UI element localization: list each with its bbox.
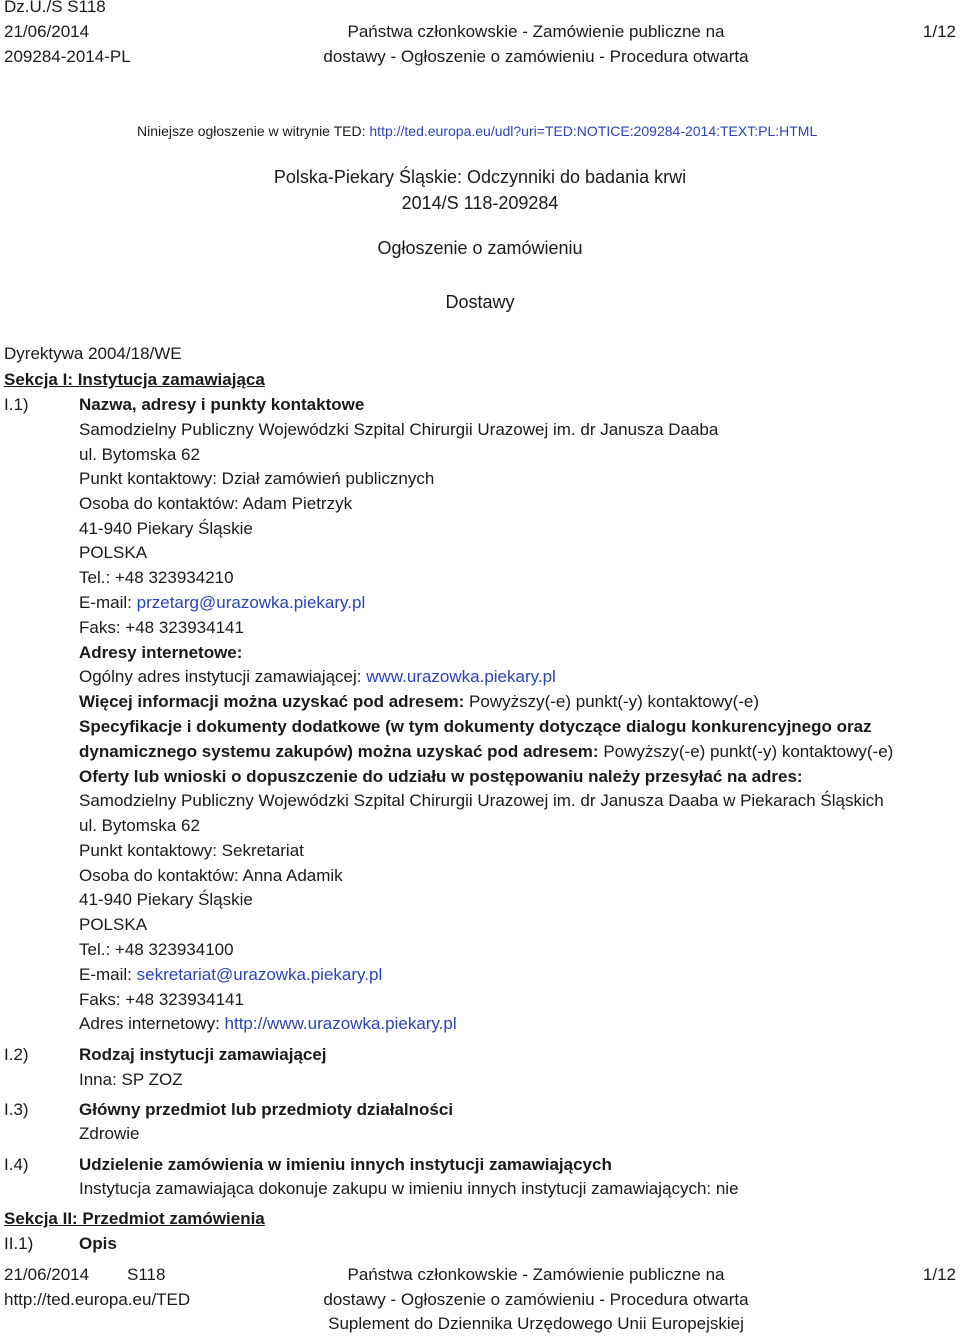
i3-number: I.3) [4,1100,29,1119]
authority-contact-person: Osoba do kontaktów: Adam Pietrzyk [79,494,353,513]
authority-street: ul. Bytomska 62 [79,445,200,464]
offers-city: 41-940 Piekary Śląskie [79,890,253,909]
spec-value: Powyższy(-e) punkt(-y) kontaktowy(-e) [603,742,894,761]
authority-email-label: E-mail: [79,593,137,612]
offers-internet-line [79,1014,457,1034]
offers-street: ul. Bytomska 62 [79,816,200,835]
authority-country: POLSKA [79,543,148,562]
ii1-number: II.1) [4,1234,34,1253]
footer-title-line2: dostawy - Ogłoszenie o zamówieniu - Procedura otwarta [323,1290,749,1309]
offers-contact-person: Osoba do kontaktów: Anna Adamik [79,866,343,885]
authority-tel: Tel.: +48 323934210 [79,568,234,587]
internet-addresses-heading: Adresy internetowe: [79,643,243,662]
footer-title-line1: Państwa członkowskie - Zamówienie publiczne na [347,1265,725,1284]
offers-internet-link[interactable]: http://www.urazowka.piekary.pl [224,1014,457,1033]
authority-email-line [79,593,365,613]
offers-email-line [79,965,382,985]
offers-label: Oferty lub wnioski o dopuszczenie do udziału w postępowaniu należy przesyłać na adres: [79,767,803,786]
intro-line [137,123,817,139]
authority-fax: Faks: +48 323934141 [79,618,244,637]
offers-country: POLSKA [79,915,148,934]
offers-fax: Faks: +48 323934141 [79,990,244,1009]
general-address-line [79,667,556,687]
offers-internet-label: Adres internetowy: [79,1014,225,1033]
header-journal: Dz.U./S S118 [4,0,106,16]
offers-contact-point: Punkt kontaktowy: Sekretariat [79,841,304,860]
more-info-value: Powyższy(-e) punkt(-y) kontaktowy(-e) [469,692,760,711]
spec-label-line1: Specyfikacje i dokumenty dodatkowe (w tym dokumenty dotyczące dialogu konkurencyjnego oraz [79,717,872,736]
more-info-line [79,692,759,712]
i4-value: Instytucja zamawiająca dokonuje zakupu w imieniu innych instytucji zamawiających: nie [79,1179,739,1198]
offers-email-label: E-mail: [79,965,137,984]
notice-number: 2014/S 118-209284 [401,193,559,213]
notice-category: Dostawy [445,292,515,312]
footer-date: 21/06/2014 [4,1265,90,1284]
header-date: 21/06/2014 [4,22,90,41]
spec-label-line2: dynamicznego systemu zakupów) można uzyskać pod adresem: [79,742,604,761]
section2-heading: Sekcja II: Przedmiot zamówienia [4,1209,265,1228]
i2-number: I.2) [4,1045,29,1064]
ii1-title: Opis [79,1234,117,1253]
authority-email-link[interactable]: przetarg@urazowka.piekary.pl [136,593,366,612]
i1-title: Nazwa, adresy i punkty kontaktowe [79,395,365,414]
directive: Dyrektywa 2004/18/WE [4,344,182,363]
header-title-line1: Państwa członkowskie - Zamówienie publiczne na [347,22,725,41]
i4-number: I.4) [4,1155,29,1174]
notice-title: Polska-Piekary Śląskie: Odczynniki do badania krwi [273,167,687,187]
i2-title: Rodzaj instytucji zamawiającej [79,1045,327,1064]
footer-url: http://ted.europa.eu/TED [4,1290,191,1309]
ted-notice-link[interactable]: http://ted.europa.eu/udl?uri=TED:NOTICE:209284-2014:TEXT:PL:HTML [369,123,818,139]
authority-city: 41-940 Piekary Śląskie [79,519,253,538]
i3-value: Zdrowie [79,1124,140,1143]
footer-supplement: Suplement do Dziennika Urzędowego Unii Europejskiej [328,1314,744,1333]
header-notice-id: 209284-2014-PL [4,47,131,66]
intro-prefix: Niniejsze ogłoszenie w witrynie TED: [137,123,370,139]
offers-name: Samodzielny Publiczny Wojewódzki Szpital Chirurgii Urazowej im. dr Janusza Daaba w Piekarach Śląskich [79,791,884,810]
notice-type: Ogłoszenie o zamówieniu [377,238,583,258]
authority-contact-point: Punkt kontaktowy: Dział zamówień publicznych [79,469,435,488]
general-address-link[interactable]: www.urazowka.piekary.pl [366,667,556,686]
footer-page-number: 1/12 [922,1265,956,1284]
offers-email-link[interactable]: sekretariat@urazowka.piekary.pl [136,965,383,984]
i2-value: Inna: SP ZOZ [79,1070,183,1089]
i4-title: Udzielenie zamówienia w imieniu innych instytucji zamawiających [79,1155,612,1174]
section1-heading: Sekcja I: Instytucja zamawiająca [4,370,265,389]
header-page-number: 1/12 [922,22,956,41]
i3-title: Główny przedmiot lub przedmioty działalności [79,1100,454,1119]
more-info-label: Więcej informacji można uzyskać pod adresem: [79,692,470,711]
header-title-line2: dostawy - Ogłoszenie o zamówieniu - Procedura otwarta [323,47,749,66]
offers-tel: Tel.: +48 323934100 [79,940,234,959]
authority-name: Samodzielny Publiczny Wojewódzki Szpital Chirurgii Urazowej im. dr Janusza Daaba [79,420,719,439]
footer-journal-no: S118 [127,1265,166,1284]
spec-line2 [79,742,893,762]
general-address-label: Ogólny adres instytucji zamawiającej: [79,667,367,686]
i1-number: I.1) [4,395,29,414]
